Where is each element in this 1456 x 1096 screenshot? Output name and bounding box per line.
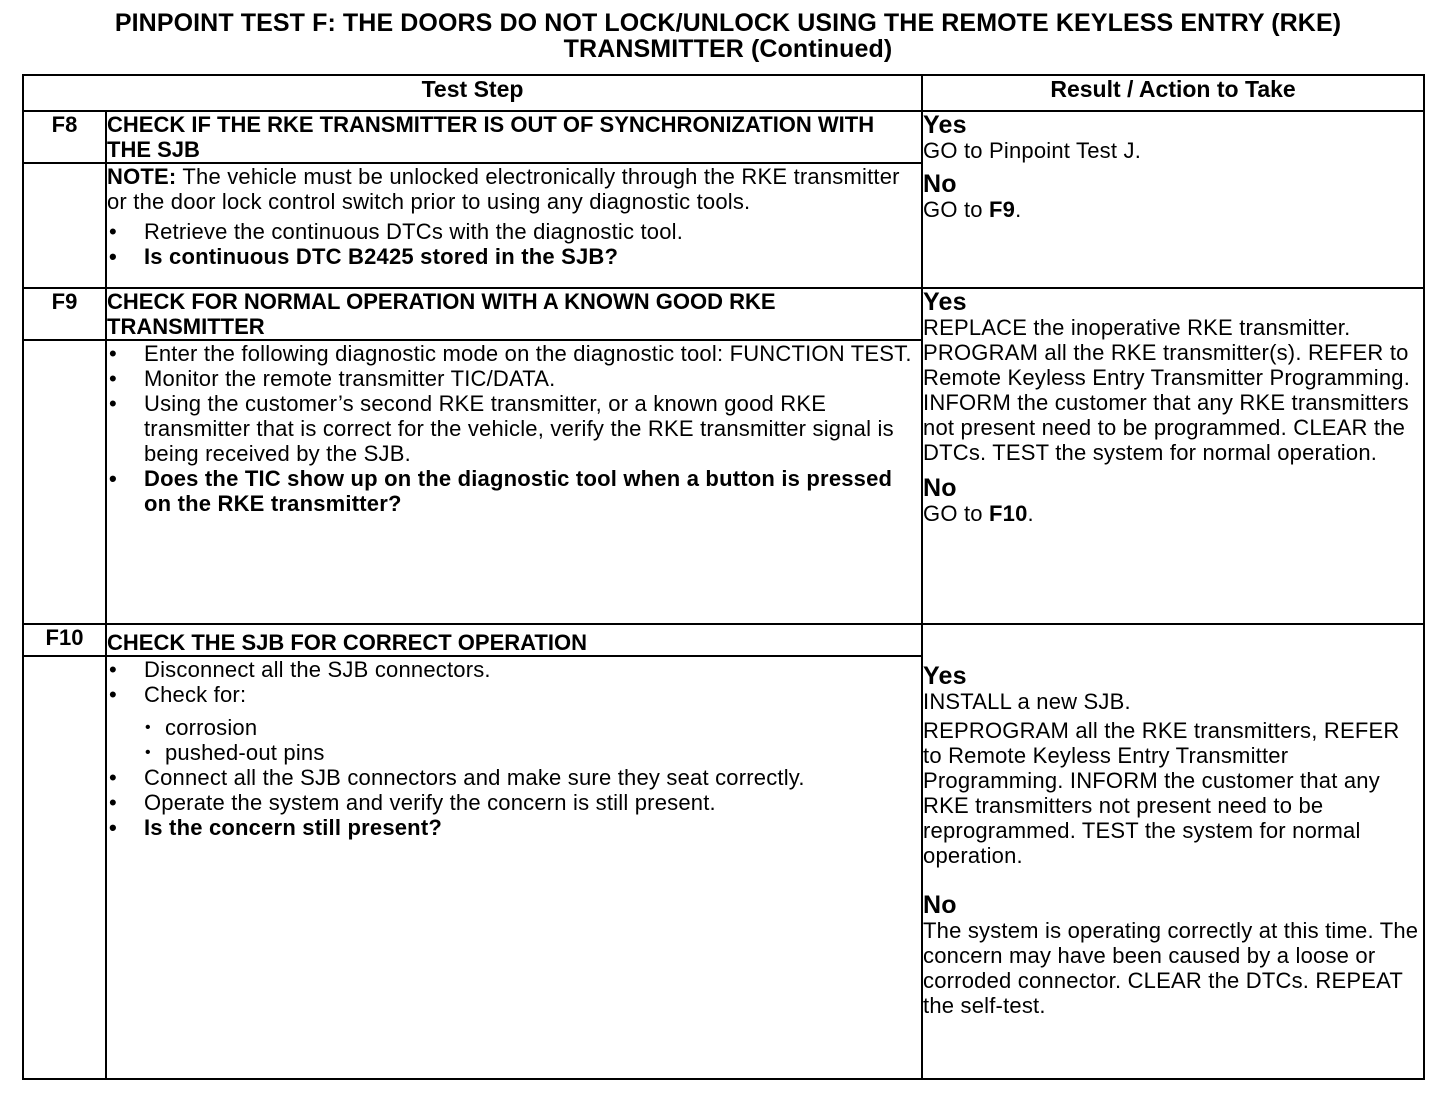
pinpoint-test-table	[22, 74, 1425, 1080]
result-f10-no-text: The system is operating correctly at this time. The concern may have been caused by a loose or corroded connector. CLEAR the DTCs. REPEAT the self-test.	[923, 917, 1419, 1018]
step-f9-id-spacer	[23, 340, 106, 624]
sub-list-item: • corrosion	[107, 715, 921, 740]
list-item: • Operate the system and verify the concern is still present.	[107, 790, 921, 815]
result-f9	[922, 288, 1424, 624]
step-id-f10: F10	[23, 624, 106, 656]
page-title	[0, 10, 1456, 62]
list-item-question: • Is the concern still present?	[107, 815, 921, 840]
result-f9-yes-label: Yes	[923, 287, 967, 316]
step-f10-id-spacer	[23, 656, 106, 1079]
list-item: • Connect all the SJB connectors and make sure they seat correctly.	[107, 765, 921, 790]
list-item-question: • Is continuous DTC B2425 stored in the SJB?	[107, 244, 921, 269]
result-f8-no-label: No	[923, 170, 957, 198]
result-f10-yes-text-2: REPROGRAM all the RKE transmitters, REFER to Remote Keyless Entry Transmitter Programming. INFORM the customer that any RKE transmitters not present need to be reprogrammed. TEST the system for normal operation.	[923, 717, 1400, 868]
result-f8-no-text: GO to F9.	[923, 197, 1022, 222]
step-f10-title-row	[23, 624, 1424, 656]
bullet-list-f10	[107, 657, 921, 707]
bullet-list-f10-continued	[107, 765, 921, 840]
result-f10-yes-label: Yes	[923, 661, 967, 690]
title-line-1: PINPOINT TEST F: THE DOORS DO NOT LOCK/UNLOCK USING THE REMOTE KEYLESS ENTRY (RKE)	[114, 9, 1342, 37]
header-result-action: Result / Action to Take	[922, 75, 1424, 111]
bullet-list-f9	[107, 341, 921, 516]
list-item: • Disconnect all the SJB connectors.	[107, 657, 921, 682]
result-f8-yes-label: Yes	[923, 111, 967, 139]
step-title-f8: CHECK IF THE RKE TRANSMITTER IS OUT OF SYNCHRONIZATION WITH THE SJB	[106, 111, 922, 163]
result-f8	[922, 111, 1424, 288]
list-item: • Enter the following diagnostic mode on the diagnostic tool: FUNCTION TEST.	[107, 341, 921, 366]
note-f8: NOTE: The vehicle must be unlocked electronically through the RKE transmitter or the door lock control switch prior to using any diagnostic tools.	[107, 164, 900, 214]
table-header-row	[23, 75, 1424, 111]
list-item: • Using the customer’s second RKE transmitter, or a known good RKE transmitter that is correct for the vehicle, verify the RKE transmitter signal is being received by the SJB.	[107, 391, 921, 466]
step-body-f10	[106, 656, 922, 1079]
result-f10	[922, 624, 1424, 1079]
step-title-f10: CHECK THE SJB FOR CORRECT OPERATION	[106, 624, 922, 656]
step-f8-title-row	[23, 111, 1424, 163]
sub-list-item: • pushed-out pins	[107, 740, 921, 765]
step-body-f9	[106, 340, 922, 624]
result-f9-no-text: GO to F10.	[923, 500, 1034, 526]
list-item-question: • Does the TIC show up on the diagnostic tool when a button is pressed on the RKE transmitter?	[107, 466, 921, 516]
step-body-f8	[106, 163, 922, 288]
result-f9-yes-text: REPLACE the inoperative RKE transmitter. PROGRAM all the RKE transmitter(s). REFER to Remote Keyless Entry Transmitter Programming. INFORM the customer that any RKE transmitters not present need to be programmed. CLEAR the DTCs. TEST the system for normal operation.	[923, 314, 1411, 465]
step-f8-id-spacer	[23, 163, 106, 288]
step-id-f8: F8	[23, 111, 106, 163]
header-test-step: Test Step	[23, 75, 922, 111]
step-f9-title-row	[23, 288, 1424, 340]
step-title-f9: CHECK FOR NORMAL OPERATION WITH A KNOWN GOOD RKE TRANSMITTER	[106, 288, 922, 340]
title-line-2: TRANSMITTER (Continued)	[563, 35, 893, 63]
result-f8-yes-text: GO to Pinpoint Test J.	[923, 138, 1142, 163]
sub-bullet-list-f10	[107, 715, 921, 765]
list-item: • Retrieve the continuous DTCs with the diagnostic tool.	[107, 219, 921, 244]
list-item: • Check for:	[107, 682, 921, 707]
result-f10-yes-text-1: INSTALL a new SJB.	[923, 688, 1131, 714]
step-id-f9: F9	[23, 288, 106, 340]
result-f10-no-label: No	[923, 890, 957, 919]
bullet-list-f8	[107, 219, 921, 269]
result-f9-no-label: No	[923, 473, 957, 502]
list-item: • Monitor the remote transmitter TIC/DATA.	[107, 366, 921, 391]
